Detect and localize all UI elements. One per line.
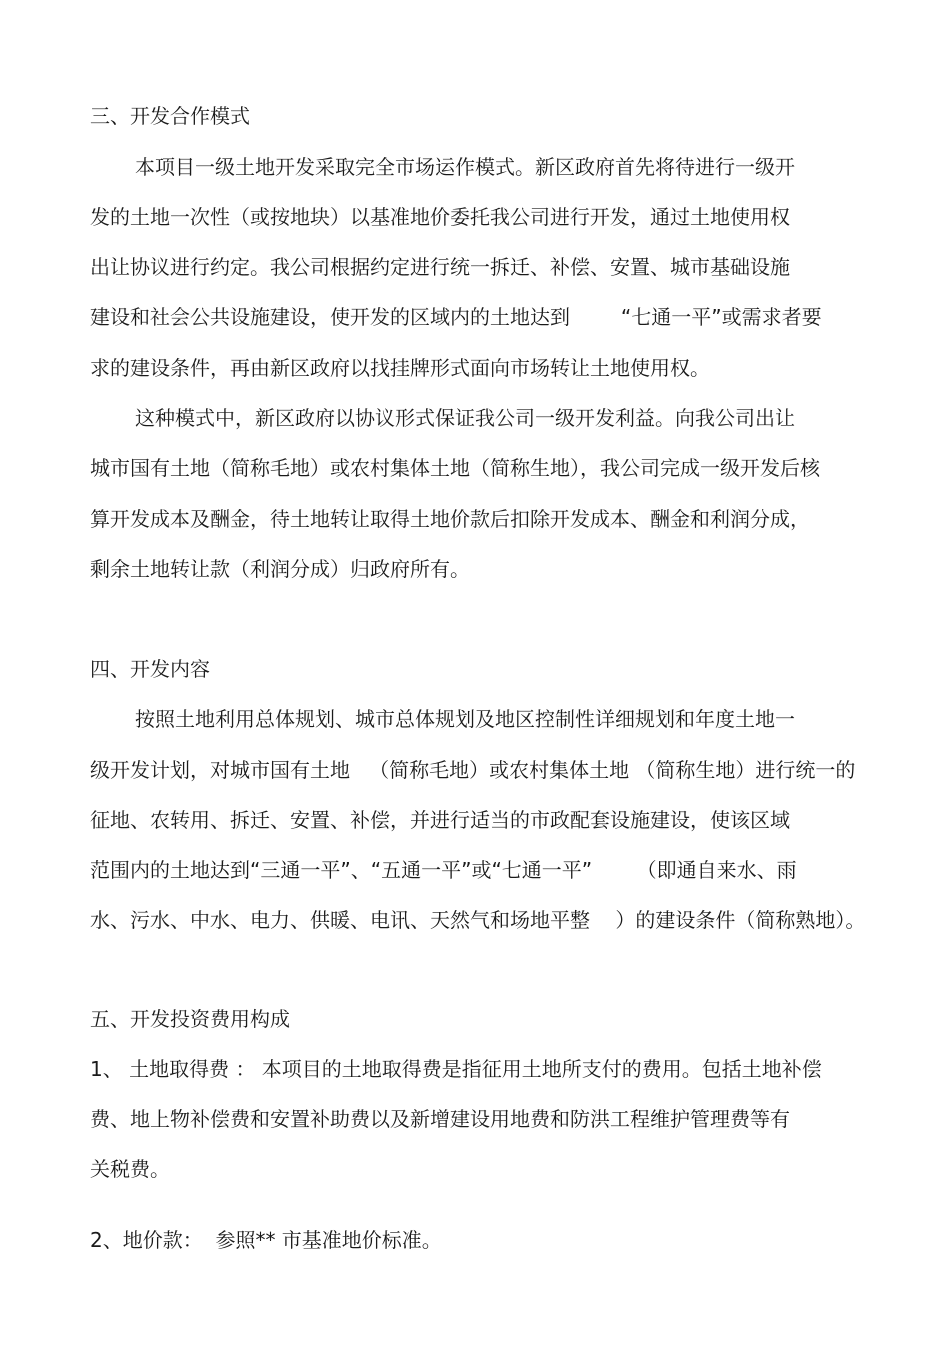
list-item-line: 2、地价款： 参照** 市基准地价标准。 <box>90 1228 442 1252</box>
paragraph-line: 范围内的土地达到“三通一平”、“五通一平”或“七通一平” （即通自来水、雨 <box>90 858 797 882</box>
list-item-line: 1、 土地取得费 ： 本项目的土地取得费是指征用土地所支付的费用。包括土地补偿 <box>90 1057 822 1081</box>
section-heading-3: 三、开发合作模式 <box>90 104 250 128</box>
list-item-line: 关税费。 <box>90 1157 170 1181</box>
paragraph-line: 按照土地利用总体规划、城市总体规划及地区控制性详细规划和年度土地一 <box>135 707 795 731</box>
section-heading-5: 五、开发投资费用构成 <box>90 1007 290 1031</box>
paragraph-line: 这种模式中，新区政府以协议形式保证我公司一级开发利益。向我公司出让 <box>135 406 795 430</box>
paragraph-line: 水、污水、中水、电力、供暖、电讯、天然气和场地平整 ）的建设条件（简称熟地）。 <box>90 908 866 932</box>
paragraph-line: 建设和社会公共设施建设，使开发的区域内的土地达到 “七通一平”或需求者要 <box>90 305 822 329</box>
paragraph-line: 征地、农转用、拆迁、安置、补偿，并进行适当的市政配套设施建设，使该区域 <box>90 808 790 832</box>
paragraph-line: 求的建设条件，再由新区政府以找挂牌形式面向市场转让土地使用权。 <box>90 356 710 380</box>
paragraph-line: 级开发计划，对城市国有土地 （简称毛地）或农村集体土地 （简称生地）进行统一的 <box>90 758 856 782</box>
paragraph-line: 本项目一级土地开发采取完全市场运作模式。新区政府首先将待进行一级开 <box>135 155 795 179</box>
list-item-line: 费、地上物补偿费和安置补助费以及新增建设用地费和防洪工程维护管理费等有 <box>90 1107 790 1131</box>
paragraph-line: 发的土地一次性（或按地块）以基准地价委托我公司进行开发，通过土地使用权 <box>90 205 790 229</box>
paragraph-line: 算开发成本及酬金，待土地转让取得土地价款后扣除开发成本、酬金和利润分成， <box>90 507 810 531</box>
paragraph-line: 剩余土地转让款（利润分成）归政府所有。 <box>90 557 470 581</box>
paragraph-line: 出让协议进行约定。我公司根据约定进行统一拆迁、补偿、安置、城市基础设施 <box>90 255 790 279</box>
section-heading-4: 四、开发内容 <box>90 657 210 681</box>
paragraph-line: 城市国有土地（简称毛地）或农村集体土地（简称生地），我公司完成一级开发后核 <box>90 456 820 480</box>
